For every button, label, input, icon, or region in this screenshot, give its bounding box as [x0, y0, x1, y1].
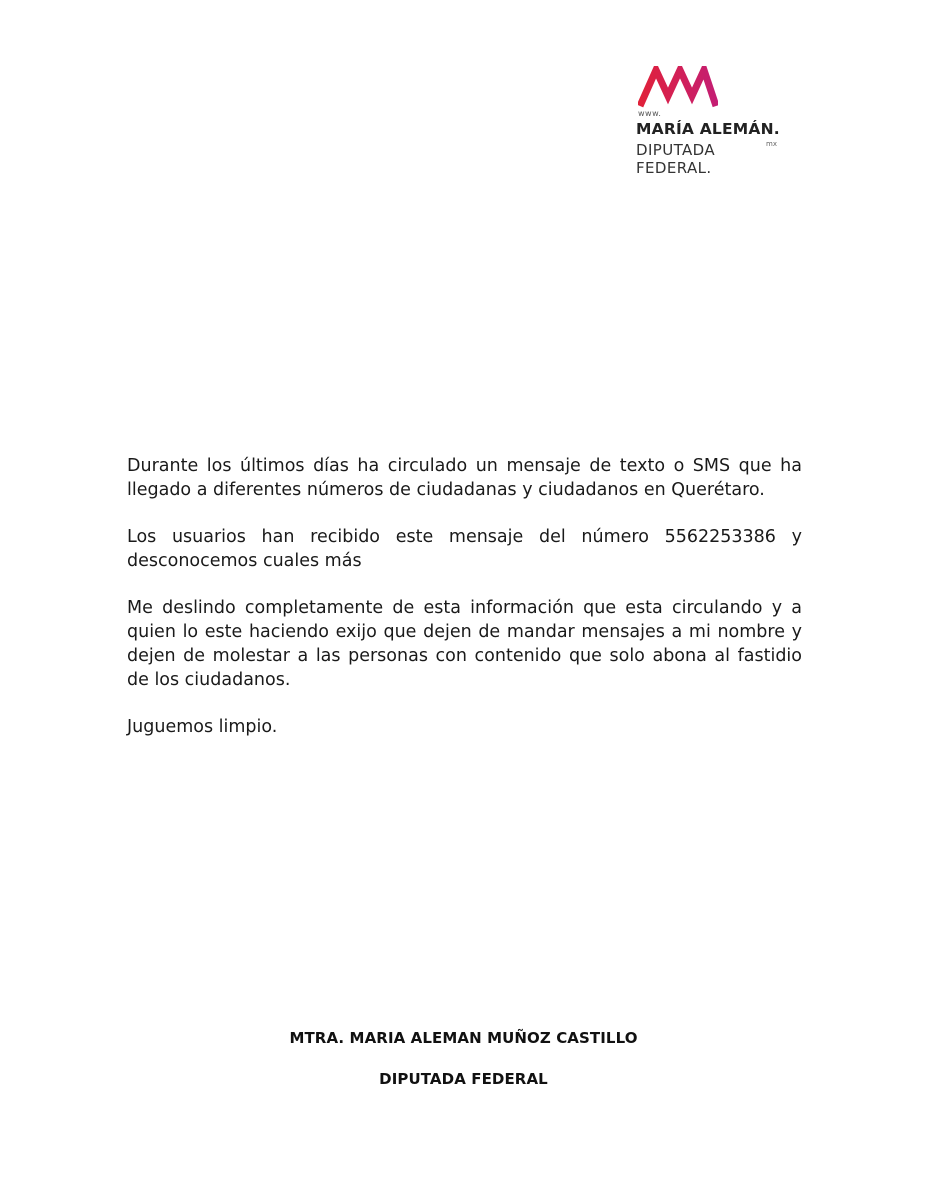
logo-www: www. — [638, 109, 662, 118]
paragraph-2: Los usuarios han recibido este mensaje del número 5562253386 y desconocemos cuales más — [127, 527, 802, 571]
logo — [636, 62, 796, 182]
paragraph-3: Me deslindo completamente de esta información que esta circulando y a quien lo este haciendo exijo que dejen de mandar mensajes a mi nombre y dejen de molestar a las personas con contenido que solo abona al fastidio de los ciudadanos. — [127, 598, 802, 690]
logo-diputada: DIPUTADA — [636, 141, 716, 159]
signature-name: MTRA. MARIA ALEMAN MUÑOZ CASTILLO — [289, 1029, 638, 1047]
logo-federal: FEDERAL. — [636, 159, 712, 177]
statement-body — [127, 454, 802, 762]
logo-mx: mx — [766, 140, 777, 148]
logo-mark-icon — [638, 66, 718, 108]
paragraph-4: Juguemos limpio. — [127, 717, 278, 737]
logo-name: MARÍA ALEMÁN. — [636, 120, 780, 138]
signature-title: DIPUTADA FEDERAL — [379, 1070, 548, 1088]
paragraph-1: Durante los últimos días ha circulado un mensaje de texto o SMS que ha llegado a diferentes números de ciudadanas y ciudadanos en Querétaro. — [127, 456, 802, 500]
